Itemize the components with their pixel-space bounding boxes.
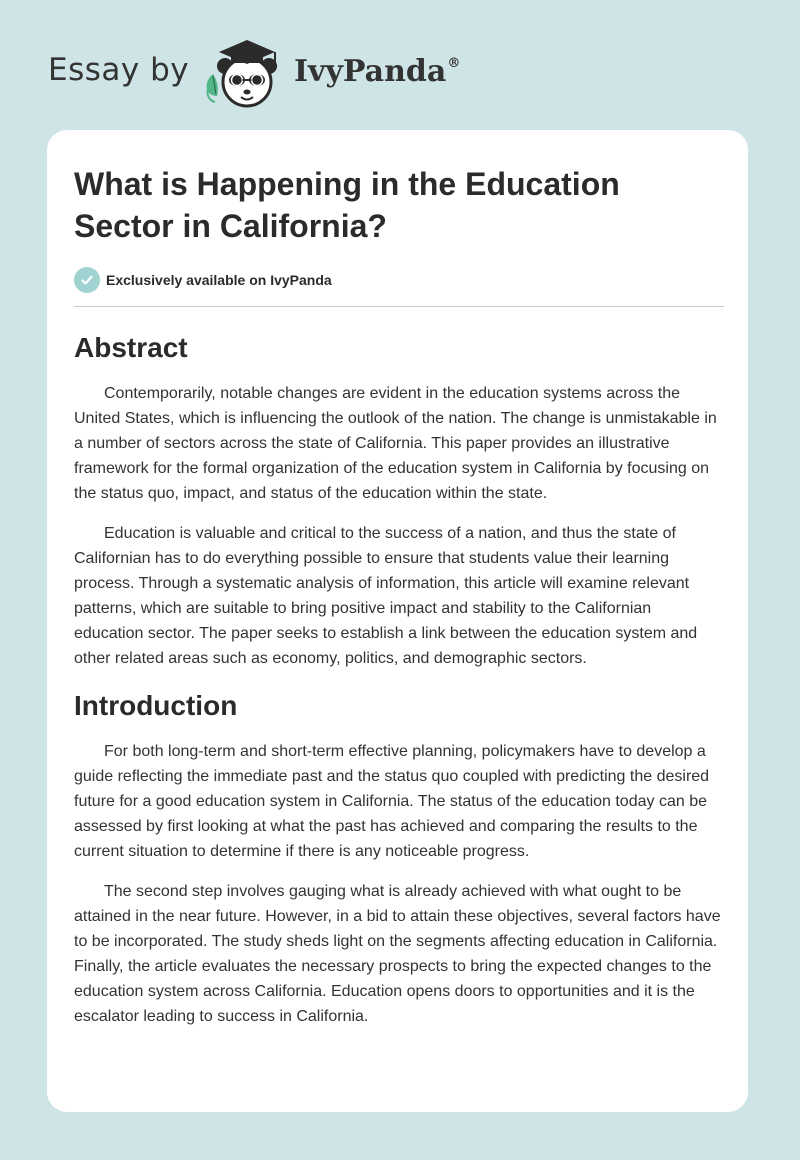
divider [74, 306, 724, 307]
exclusive-label: Exclusively available on IvyPanda [106, 272, 332, 288]
paragraph: For both long-term and short-term effective planning, policymakers have to develop a guide reflecting the immediate past and the status quo coupled with predicting the desired future for a good education system in California. The status of the education today can be assessed by first looking at what the past has achieved and comparing the results to the current situation to determine if there is any noticeable progress. [74, 743, 710, 860]
site-header [48, 34, 508, 110]
check-icon [74, 267, 100, 293]
brand-name[interactable] [294, 54, 460, 89]
paragraph: The second step involves gauging what is already achieved with what ought to be attained in the near future. However, in a bid to attain these objectives, several factors have to be incorporated. The study sheds light on the segments affecting education in California. Finally, the article evaluates the necessary prospects to bring the expected changes to the education system across California. Education opens doors to opportunities and it is the escalator leading to success in California. [74, 883, 721, 1025]
essay-content [74, 163, 724, 1029]
essay-card [47, 130, 748, 1112]
registered-mark: ® [447, 56, 461, 71]
section-heading-introduction: Introduction [74, 690, 238, 721]
essay-by-label: Essay by [48, 52, 190, 88]
brand-text: IvyPanda [294, 54, 447, 89]
section-heading-abstract: Abstract [74, 332, 188, 363]
essay-title: What is Happening in the Education Sector in California? [74, 166, 620, 244]
paragraph: Education is valuable and critical to the success of a nation, and thus the state of Californian has to do everything possible to ensure that students value their learning process. Through a systematic analysis of information, this article will examine relevant patterns, which are suitable to bring positive impact and stability to the Californian education sector. The paper seeks to establish a link between the education system and other related areas such as economy, politics, and demographic sectors. [74, 525, 698, 667]
exclusive-badge [74, 266, 724, 294]
paragraph: Contemporarily, notable changes are evident in the education systems across the United States, which is influencing the outlook of the nation. The change is unmistakable in a number of sectors across the state of California. This paper provides an illustrative framework for the formal organization of the education system in California by focusing on the status quo, impact, and status of the education within the state. [74, 385, 717, 502]
panda-logo-icon[interactable] [201, 34, 293, 110]
